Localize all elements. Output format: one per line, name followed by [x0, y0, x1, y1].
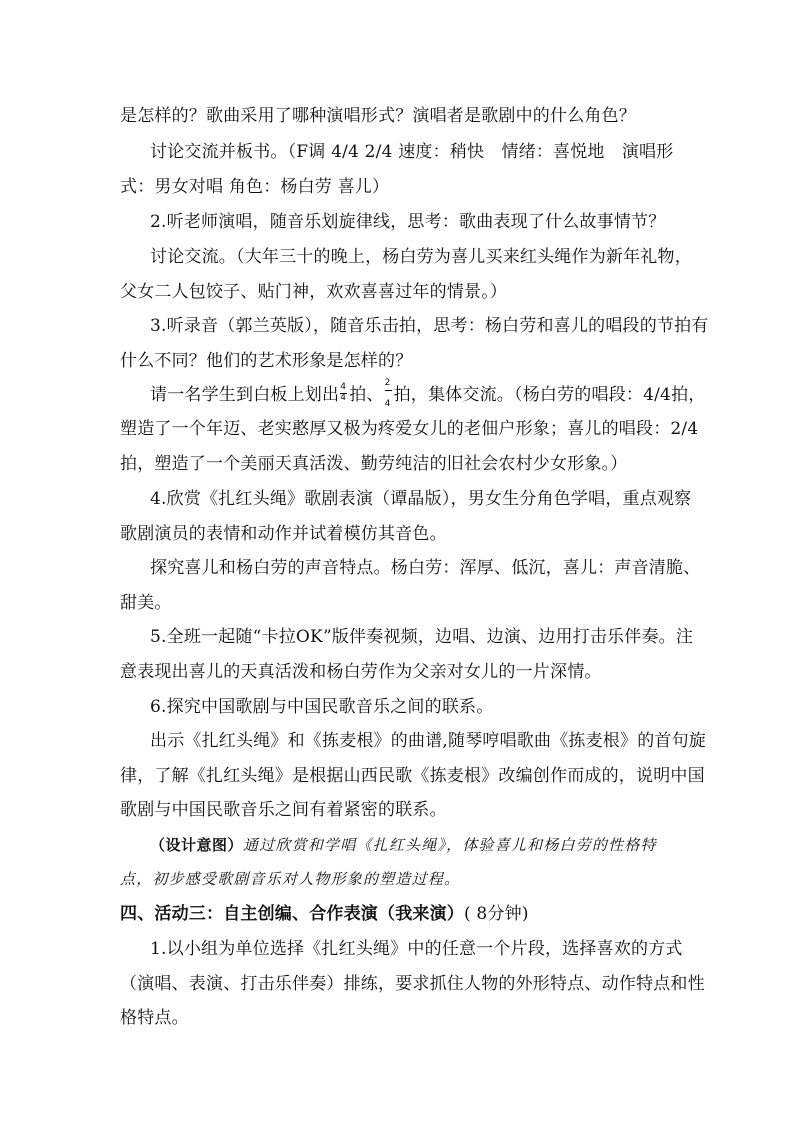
text-line: 探究喜儿和杨白劳的声音特点。杨白劳：浑厚、低沉，喜儿：声音清脆、	[150, 558, 701, 578]
text-line: 是怎样的？歌曲采用了哪种演唱形式？演唱者是歌剧中的什么角色？	[120, 106, 636, 126]
design-intent-label: （设计意图）	[150, 836, 244, 854]
text-line: 歌剧与中国民歌音乐之间有着紧密的联系。	[120, 800, 447, 820]
text-line: 讨论交流。（大年三十的晚上，杨白劳为喜儿买来红头绳作为新年礼物，	[150, 247, 692, 267]
text-segment: 请一名学生到白板上划出	[150, 385, 340, 405]
text-line: 3.听录音（郭兰英版），随音乐击拍，思考：杨白劳和喜儿的唱段的节拍有	[150, 316, 709, 336]
text-line-with-fractions	[150, 378, 710, 409]
text-line: 出示《扎红头绳》和《拣麦根》的曲谱,随琴哼唱歌曲《拣麦根》的首句旋	[150, 731, 707, 751]
text-line: 甜美。	[120, 593, 172, 613]
section-heading-text: 四、活动三：自主创编、合作表演（我来演）	[120, 904, 464, 924]
section-duration: ( 8分钟)	[464, 904, 529, 924]
text-segment: 拍、	[349, 385, 384, 405]
text-line: 塑造了一个年迈、老实憨厚又极为疼爱女儿的老佃户形象；喜儿的唱段：2/4	[120, 419, 699, 439]
time-signature-fraction: $\frac{4}{4}$	[340, 382, 347, 403]
text-line: 律，了解《扎红头绳》是根据山西民歌《拣麦根》改编创作而成的，说明中国	[120, 766, 705, 786]
text-segment: 通过欣赏和学唱《扎红头绳》，体验喜儿和杨白劳的性格特	[243, 836, 657, 854]
text-line: 拍，塑造了一个美丽天真活泼、勤劳纯洁的旧社会农村少女形象。）	[120, 454, 628, 474]
text-line: 2.听老师演唱，随音乐划旋律线，思考：歌曲表现了什么故事情节？	[150, 212, 666, 232]
text-line: 6.探究中国歌剧与中国民歌音乐之间的联系。	[150, 697, 494, 717]
text-line: 格特点。	[120, 1008, 189, 1028]
text-line: 讨论交流并板书。（F调 4/4 2/4 速度：稍快 情绪：喜悦地 演唱形	[150, 142, 674, 162]
text-line: 歌剧演员的表情和动作并试着模仿其音色。	[120, 524, 447, 544]
text-line: 什么不同？他们的艺术形象是怎样的？	[120, 351, 413, 371]
text-line: 1.以小组为单位选择《扎红头绳》中的任意一个片段，选择喜欢的方式	[150, 939, 683, 959]
text-line: 5.全班一起随“卡拉OK”版伴奏视频，边唱、边演、边用打击乐伴奏。注	[150, 627, 694, 647]
text-line: 4.欣赏《扎红头绳》歌剧表演（谭晶版），男女生分角色学唱，重点观察	[150, 489, 692, 509]
text-line: 式：男女对唱 角色：杨白劳 喜儿）	[120, 177, 390, 197]
design-intent-line	[150, 835, 710, 855]
text-line: （演唱、表演、打击乐伴奏）排练，要求抓住人物的外形特点、动作特点和性	[120, 974, 705, 994]
text-line: 意表现出喜儿的天真活泼和杨白劳作为父亲对女儿的一片深情。	[120, 662, 602, 682]
design-intent-line: 点，初步感受歌剧音乐对人物形象的塑造过程。	[120, 870, 461, 888]
section-heading	[120, 904, 680, 924]
text-segment: 拍，集体交流。（杨白劳的唱段：4/4拍，	[393, 385, 706, 405]
text-line: 父女二人包饺子、贴门神，欢欢喜喜过年的情景。）	[120, 282, 508, 302]
time-signature-fraction: $\frac{2}{4}$	[384, 378, 391, 409]
